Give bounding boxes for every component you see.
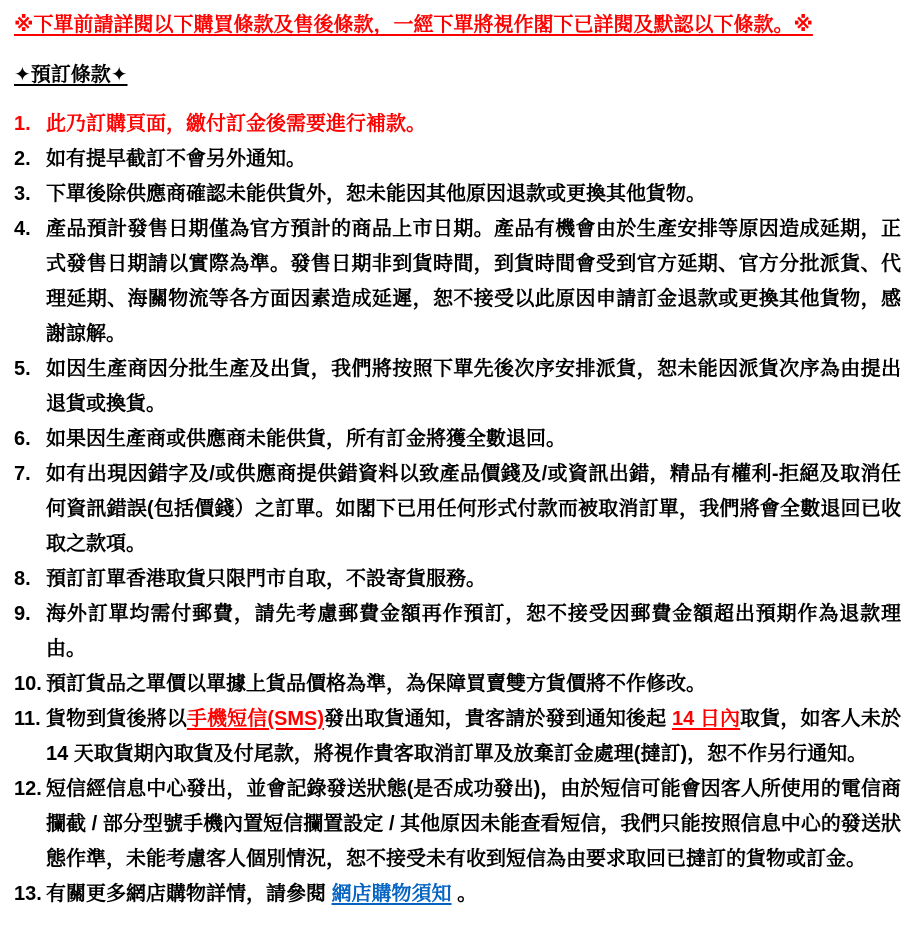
term-item-6 — [14, 422, 901, 457]
term-segment: 海外訂單均需付郵費，請先考慮郵費金額再作預訂，恕不接受因郵費金額超出預期作為退款理由。 — [46, 603, 901, 660]
term-text — [46, 142, 901, 177]
term-segment: 發出取貨通知，貴客請於發到通知後起 — [324, 708, 672, 730]
term-item-2 — [14, 142, 901, 177]
term-segment: 短信經信息中心發出，並會記錄發送狀態(是否成功發出)，由於短信可能會因客人所使用的電信商攔截 / 部分型號手機內置短信攔置設定 / 其他原因未能查看短信，我們只能按照信息中心的發送狀態作準，未能考慮客人個別情況，恕不接受未有收到短信為由要求取回已撻訂的貨物或訂金。 — [46, 778, 901, 870]
term-number: 8. — [14, 568, 31, 590]
term-number: 1. — [14, 113, 31, 135]
term-number: 5. — [14, 358, 31, 380]
pickup-deadline-highlight: 14 日內 — [671, 708, 741, 730]
term-number: 10. — [14, 673, 42, 695]
term-text — [46, 597, 901, 667]
term-item-11 — [14, 702, 901, 772]
term-text — [46, 177, 901, 212]
deposit-notice-text: 此乃訂購頁面，繳付訂金後需要進行補款。 — [46, 113, 426, 135]
term-text — [46, 107, 901, 142]
preorder-warning-banner: ※下單前請詳閱以下購買條款及售後條款，一經下單將視作閣下已詳閱及默認以下條款。※ — [14, 14, 813, 36]
term-text — [46, 352, 901, 422]
term-item-8 — [14, 562, 901, 597]
term-segment: 有關更多網店購物詳情，請參閱 — [46, 883, 332, 905]
term-segment: 如果因生產商或供應商未能供貨，所有訂金將獲全數退回。 — [46, 428, 566, 450]
term-text — [46, 667, 901, 702]
term-number: 7. — [14, 463, 31, 485]
term-number: 9. — [14, 603, 31, 625]
term-segment: 如有出現因錯字及/或供應商提供錯資料以致產品價錢及/或資訊出錯，精品有權利-拒絕及取消任何資訊錯誤(包括價錢）之訂單。如閣下已用任何形式付款而被取消訂單，我們將會全數退回已收取之款項。 — [46, 463, 901, 555]
term-item-13 — [14, 877, 901, 912]
term-number: 13. — [14, 883, 42, 905]
term-number: 11. — [14, 708, 41, 730]
term-item-1 — [14, 107, 901, 142]
term-item-10 — [14, 667, 901, 702]
terms-list — [14, 107, 901, 912]
term-text — [46, 702, 901, 772]
term-segment: 產品預計發售日期僅為官方預計的商品上市日期。產品有機會由於生產安排等原因造成延期，正式發售日期請以實際為準。發售日期非到貨時間，到貨時間會受到官方延期、官方分批派貨、代理延期、海關物流等各方面因素造成延遲，恕不接受以此原因申請訂金退款或更換其他貨物，感謝諒解。 — [46, 218, 901, 345]
term-number: 6. — [14, 428, 31, 450]
sms-notice-highlight: 手機短信(SMS) — [186, 708, 325, 730]
term-item-7 — [14, 457, 901, 562]
term-text — [46, 457, 901, 562]
term-segment: 。 — [451, 883, 478, 905]
term-text — [46, 772, 901, 877]
online-store-guide-link[interactable]: 網店購物須知 — [331, 883, 452, 905]
term-text — [46, 212, 901, 352]
term-segment: 下單後除供應商確認未能供貨外，恕未能因其他原因退款或更換其他貨物。 — [46, 183, 706, 205]
term-segment: 如有提早截訂不會另外通知。 — [46, 148, 306, 170]
term-number: 4. — [14, 218, 31, 240]
term-item-12 — [14, 772, 901, 877]
term-segment: 貨物到貨後將以 — [46, 708, 187, 730]
term-number: 2. — [14, 148, 31, 170]
preorder-terms-heading: ✦預訂條款✦ — [14, 64, 128, 86]
term-segment: 預訂貨品之單價以單據上貨品價格為準，為保障買賣雙方貨價將不作修改。 — [46, 673, 706, 695]
term-number: 12. — [14, 778, 42, 800]
term-text — [46, 877, 901, 912]
term-segment: 如因生產商因分批生產及出貨，我們將按照下單先後次序安排派貨，恕未能因派貨次序為由提出退貨或換貨。 — [46, 358, 901, 415]
term-text — [46, 562, 901, 597]
term-number: 3. — [14, 183, 31, 205]
term-item-3 — [14, 177, 901, 212]
term-text — [46, 422, 901, 457]
term-item-5 — [14, 352, 901, 422]
term-segment: 取貨，如客人未於 14 天取貨期內取貨及付尾款，將視作貴客取消訂單及放棄訂金處理(撻訂)，恕不作另行通知。 — [46, 708, 902, 765]
term-segment: 預訂訂單香港取貨只限門市自取，不設寄貨服務。 — [46, 568, 486, 590]
term-item-4 — [14, 212, 901, 352]
term-item-9 — [14, 597, 901, 667]
